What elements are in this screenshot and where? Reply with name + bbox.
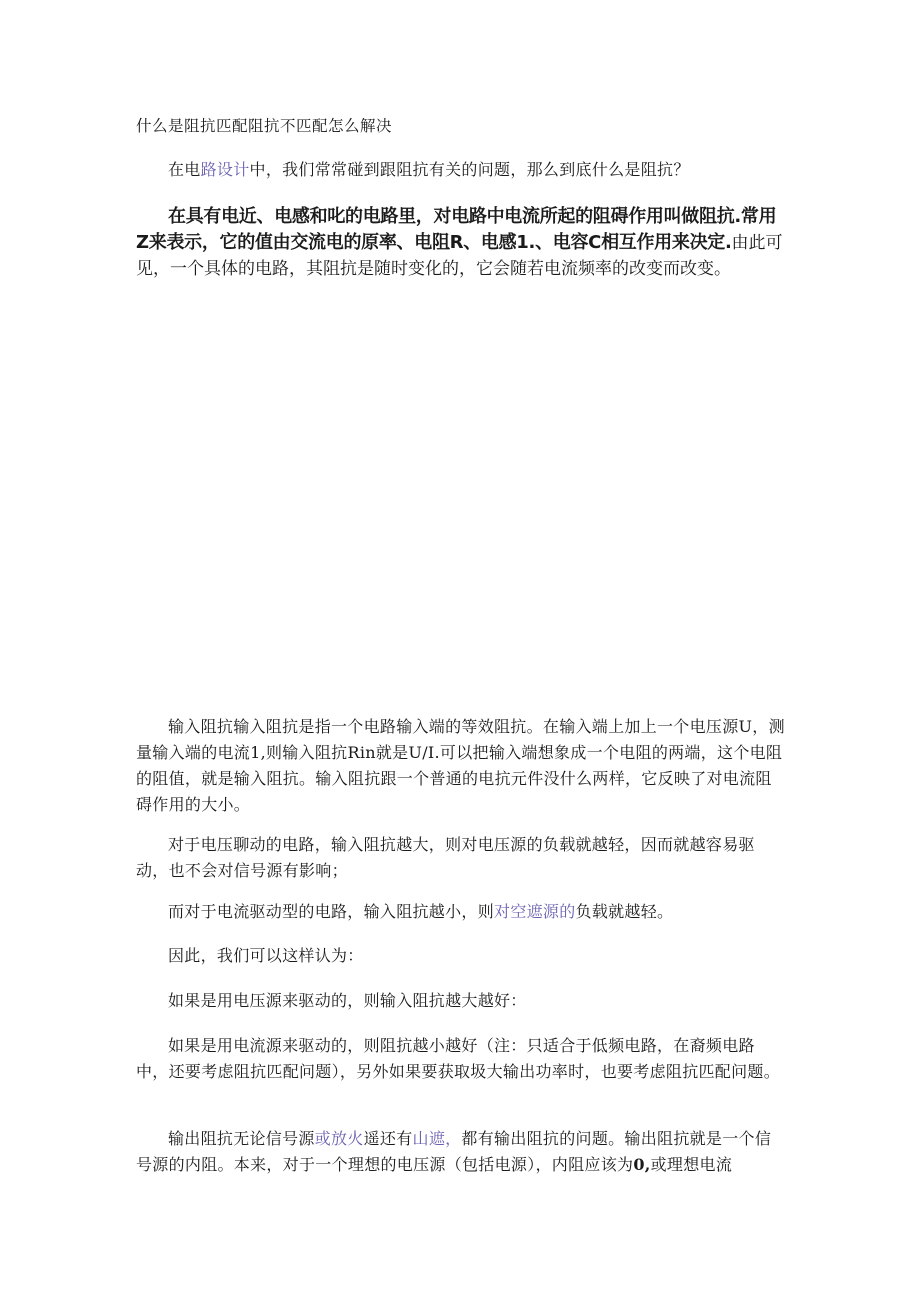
current-driven-pre: 而对于电流驱动型的电路，输入阻抗越小，则 [168, 902, 495, 921]
output-bold-zero: 0, [633, 1155, 651, 1174]
paragraph-voltage-driven: 对于电压聊动的电路，输入阻抗越大，则对电压源的负载就越轻，因而就越容易驱动，也不会对信号源有影响； [136, 835, 755, 880]
paragraph-output-impedance [136, 1126, 786, 1178]
output-text-d: 或理想电流 [650, 1155, 733, 1174]
intro-text-pre: 在电 [168, 160, 201, 179]
paragraph-voltage-source-rule: 如果是用电压源来驱动的，则输入阻抗越大越好： [168, 991, 527, 1010]
current-source-link[interactable]: 对空遮源的 [494, 902, 576, 921]
circuit-link[interactable]: 山遮， [412, 1129, 462, 1148]
intro-text-post: 中，我们常常碰到跟阻抗有关的问题，那么到底什么是阻抗？ [249, 160, 690, 179]
circuit-design-link[interactable]: 路设计 [200, 160, 250, 179]
output-text-b: 遥还有 [363, 1129, 413, 1148]
amplifier-link[interactable]: 或放火 [314, 1129, 364, 1148]
definition-bold-text: 在具有电近、电感和叱的电路里，对电路中电流所起的阻碍作用叫做阻抗.常用Z来表示，它的值由交流电的原率、电阻R、电感1.、电容C相互作用来决定. [136, 206, 777, 253]
paragraph-impedance-definition [136, 204, 786, 282]
output-text-a: 输出阻抗无论信号源 [168, 1129, 315, 1148]
paragraph-intro [136, 157, 786, 183]
paragraph-current-source-rule: 如果是用电流源来驱动的，则阻抗越小越好（注：只适合于低频电路，在裔频电路中，还要考虑阻抗匹配问题），另外如果要获取圾大输出功率时，也要考虑阻抗匹配问题。 [136, 1036, 781, 1081]
definition-normal-text: 由此可见，一个具体的电路，其阻抗是随时变化的，它会随若电流频率的改变而改变。 [136, 233, 783, 279]
document-title: 什么是阻抗匹配阻抗不匹配怎么解决 [136, 117, 393, 135]
paragraph-therefore: 因此，我们可以这样认为： [168, 946, 364, 965]
paragraph-input-impedance: 输入阻抗输入阻抗是指一个电路输入端的等效阻抗。在输入端上加上一个电压源U，测量输入端的电流1,则输入阻抗Rin就是U/I.可以把输入端想象成一个电阻的两端，这个电阻的阻值，就是输入阻抗。输入阻抗跟一个普通的电抗元件没什么两样，它反映了对电流阻碍作用的大小。 [136, 717, 785, 814]
paragraph-current-driven [136, 899, 786, 925]
current-driven-post: 负载就越轻。 [575, 902, 674, 921]
output-text-c: 都有输出阻抗的问题。输出阻抗就是一个信号源的内阻。本来，对于一个理想的电压源（包括电源），内阻应该为 [136, 1129, 772, 1174]
